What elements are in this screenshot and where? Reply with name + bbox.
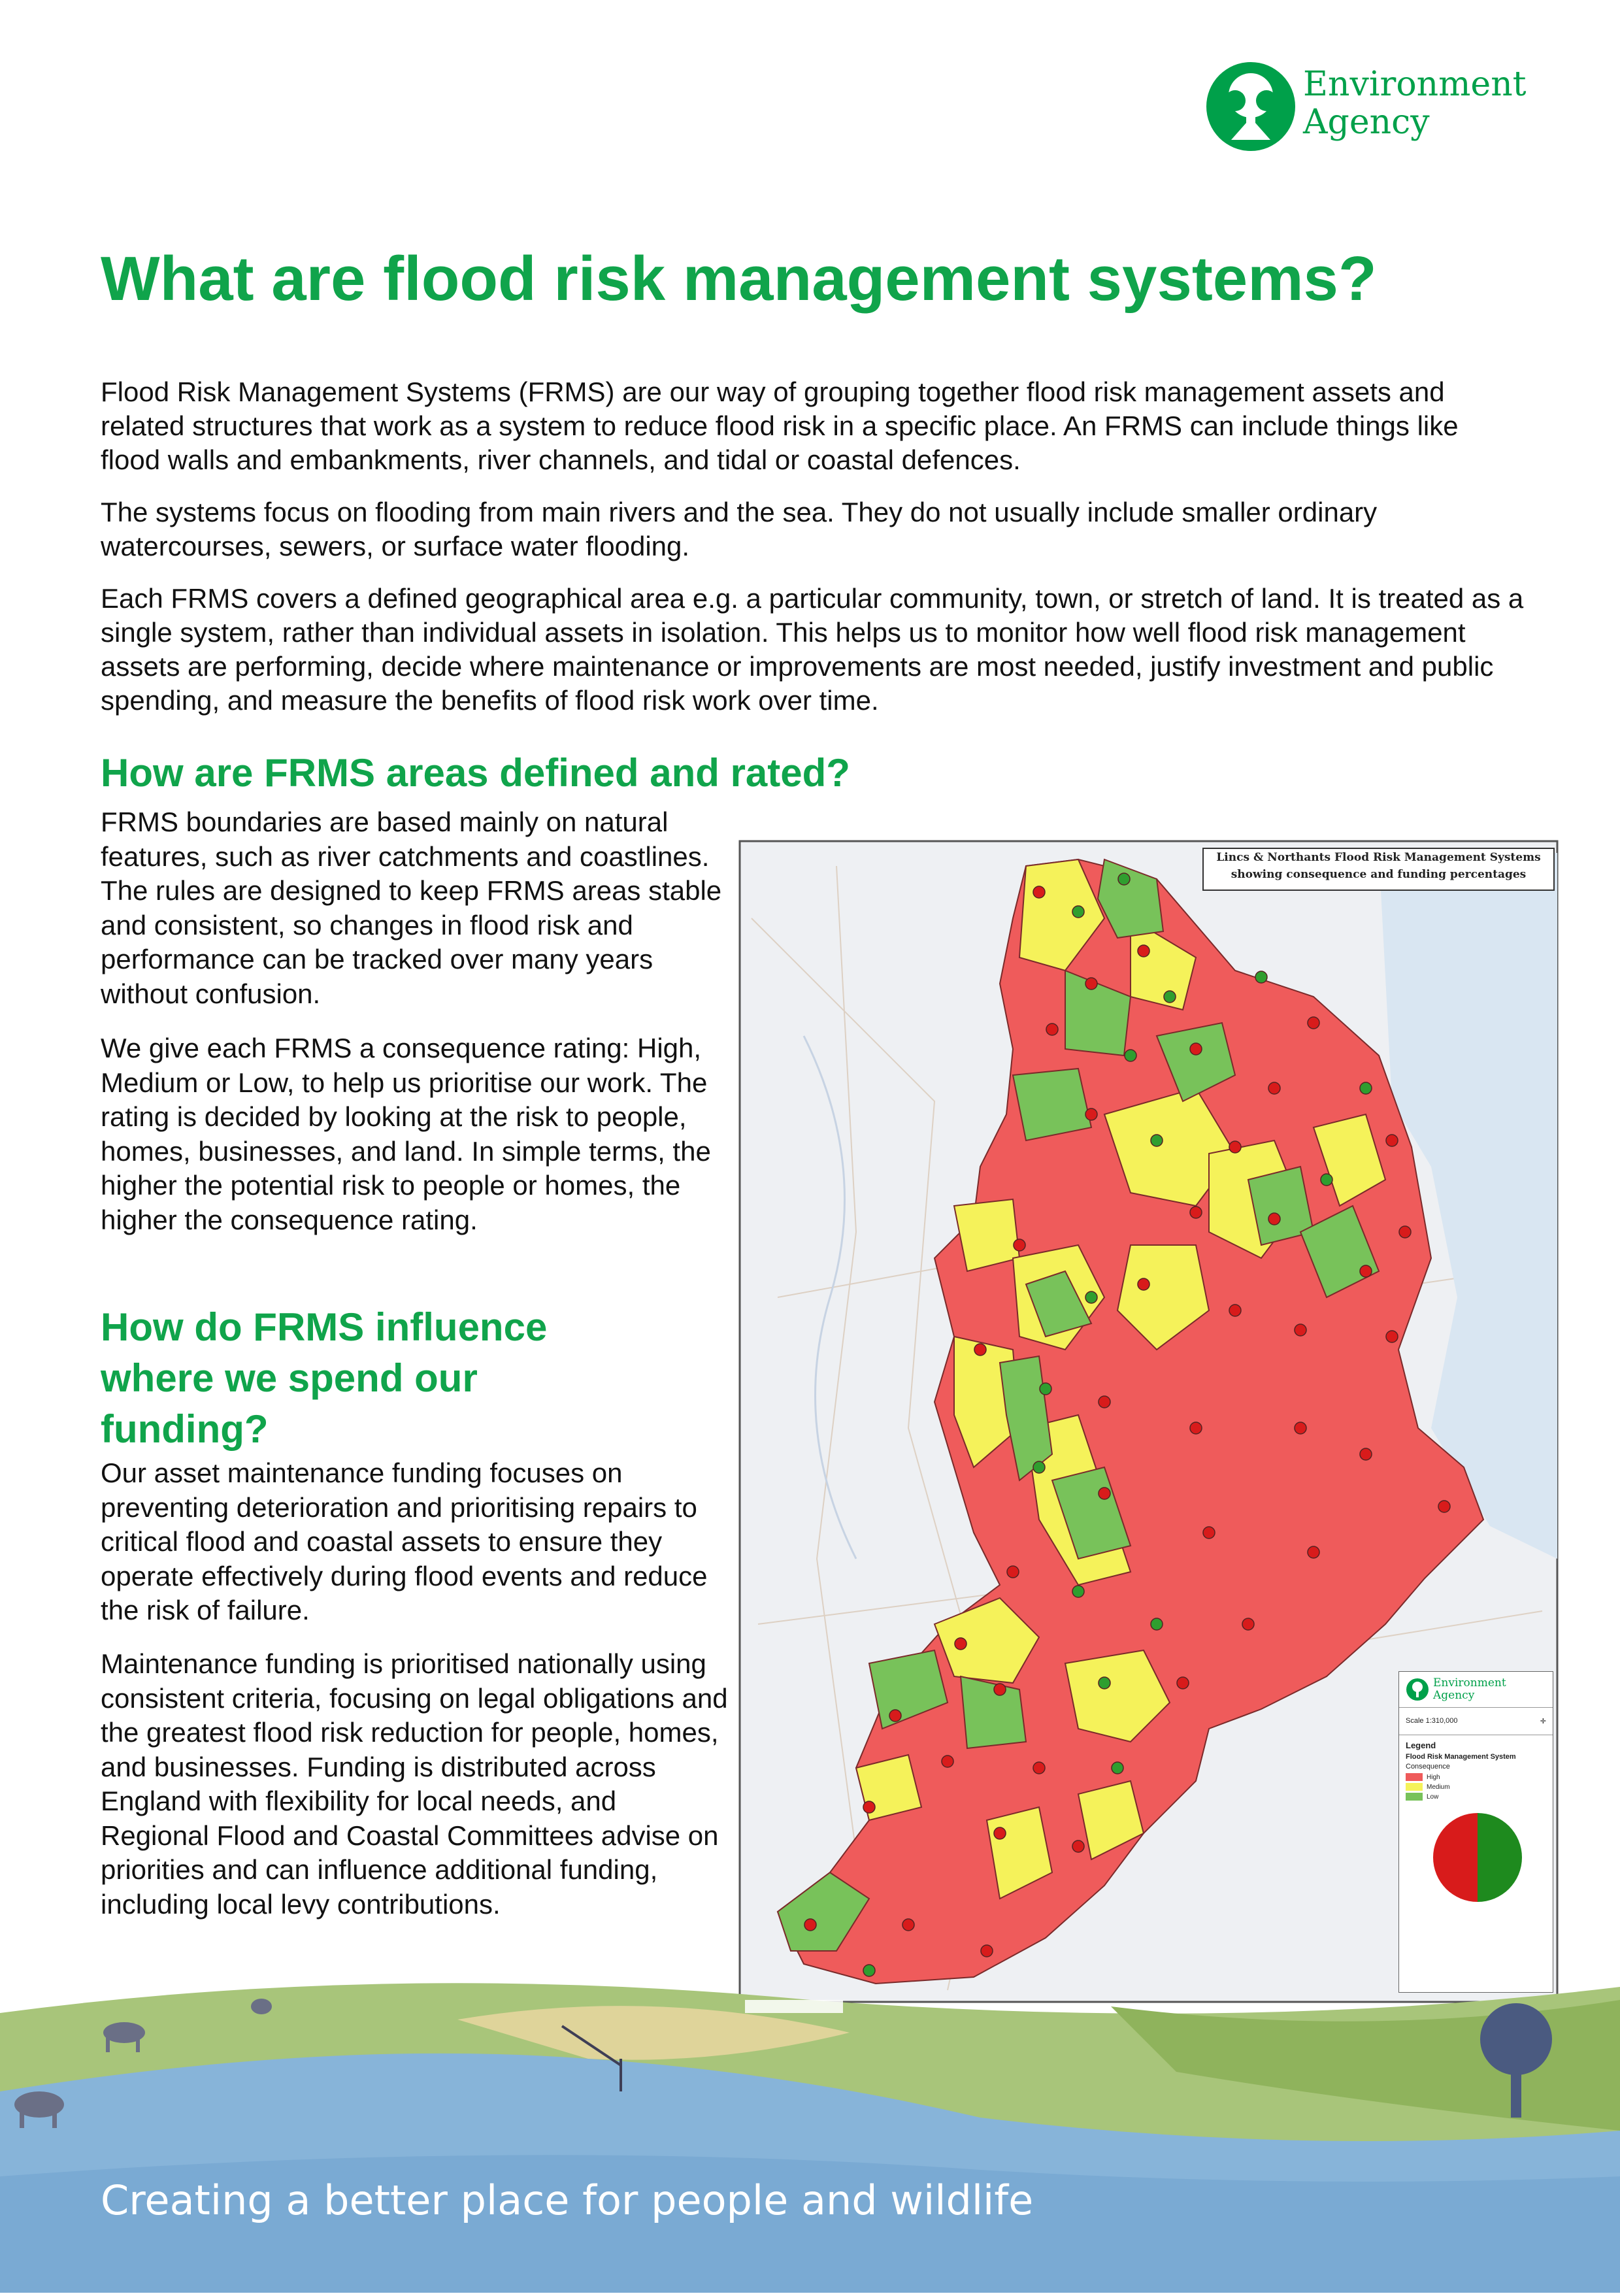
legend-title: Legend — [1406, 1740, 1436, 1750]
environment-agency-logo — [1205, 58, 1532, 156]
legend-subtitle: Flood Risk Management System — [1406, 1753, 1516, 1761]
map-scale: Scale 1:310,000 — [1406, 1717, 1458, 1725]
legend-logo-line-2: Agency — [1433, 1689, 1475, 1702]
legend-pie-icon — [1432, 1812, 1523, 1903]
section1-paragraph-1: FRMS boundaries are based mainly on natural features, such as river catchments and coastlines. The rules are designed to keep FRMS areas stable and consistent, so changes in flood risk and performance can be tracked over many years without confusion. — [101, 807, 722, 1009]
intro-paragraph-2: The systems focus on flooding from main rivers and the sea. They do not usually include smaller ordinary watercourses, sewers, or surface water flooding. — [101, 497, 1378, 561]
section2-paragraph-1: Our asset maintenance funding focuses on preventing deterioration and prioritising repairs to critical flood and coastal assets to ensure they operate effectively during flood events and reduce the risk of failure. — [101, 1457, 708, 1625]
legend-logo-icon — [1406, 1678, 1429, 1701]
legend-item-high — [1406, 1773, 1546, 1781]
map-title-box — [1202, 848, 1555, 891]
legend-item-medium — [1406, 1783, 1546, 1791]
logo-line-2: Agency — [1303, 103, 1430, 142]
footer-tagline: Creating a better place for people and wildlife — [101, 2176, 1034, 2224]
intro-paragraph-3: Each FRMS covers a defined geographical area e.g. a particular community, town, or stretch of land. It is treated as a single system, rather than individual assets in isolation. This helps us to monitor how well flood risk management assets are performing, decide where maintenance or improvements are most needed, justify investment and public spending, and measure the benefits of flood risk work over time. — [101, 583, 1524, 716]
frms-map — [738, 840, 1559, 2003]
section2-paragraph-2: Maintenance funding is prioritised nationally using consistent criteria, focusing on legal obligations and the greatest flood risk reduction for people, homes, and businesses. Funding is distributed across England with flexibility for local needs, and Regional Flood and Coastal Committees advise on priorities and can influence additional funding, including local levy contributions. — [101, 1648, 728, 1920]
section-heading-funding: How do FRMS influence where we spend our funding? — [101, 1305, 548, 1451]
legend-label-low: Low — [1427, 1793, 1439, 1801]
section1-paragraph-2: We give each FRMS a consequence rating: High, Medium or Low, to help us prioritise our work. The rating is decided by looking at the risk to people, homes, businesses, and land. In simple terms, the higher the potential risk to people or homes, the higher the consequence rating. — [101, 1033, 711, 1235]
page-title: What are flood risk management systems? — [101, 244, 1377, 314]
legend-label-medium: Medium — [1427, 1783, 1450, 1791]
tree-logo-icon — [1205, 58, 1297, 156]
legend-swatch-high — [1406, 1773, 1423, 1781]
legend-label-high: High — [1427, 1773, 1440, 1781]
intro-paragraph-1: Flood Risk Management Systems (FRMS) are our way of grouping together flood risk management assets and related structures that work as a system to reduce flood risk in a specific place. An FRMS can include things like flood walls and embankments, river channels, and tidal or coastal defences. — [101, 376, 1459, 475]
footer-landscape — [0, 1961, 1620, 2293]
logo-line-1: Environment — [1303, 65, 1527, 104]
map-title-line-2: showing consequence and funding percentages — [1231, 868, 1527, 881]
legend-item-low — [1406, 1793, 1546, 1801]
north-arrow-icon: ✛ — [1540, 1718, 1546, 1725]
map-legend — [1398, 1671, 1553, 1993]
section-heading-defined-rated: How are FRMS areas defined and rated? — [101, 751, 850, 795]
legend-swatch-low — [1406, 1793, 1423, 1801]
map-title-line-1: Lincs & Northants Flood Risk Management Systems — [1216, 851, 1541, 864]
legend-logo-line-1: Environment — [1433, 1676, 1506, 1689]
legend-swatch-medium — [1406, 1783, 1423, 1791]
landscape-illustration — [0, 1961, 1620, 2293]
legend-category: Consequence — [1406, 1763, 1450, 1771]
